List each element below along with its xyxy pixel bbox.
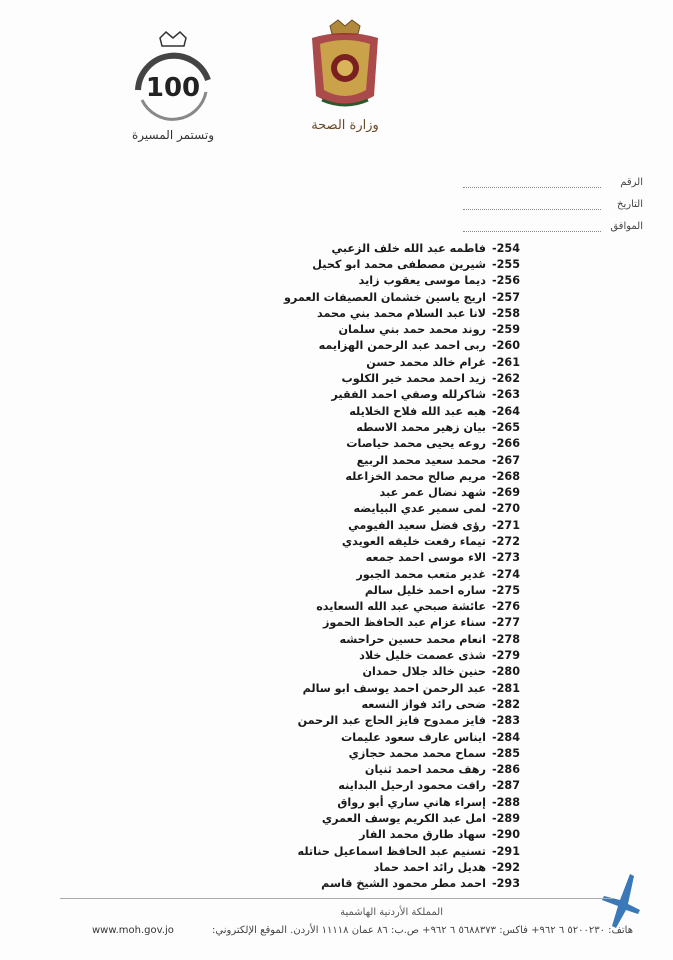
entry-name: انعام محمد حسين حراحشه [339,632,486,646]
field-date [463,188,643,210]
list-item [198,745,528,761]
entry-number: -280 [492,665,520,679]
names-list [198,240,528,892]
entry-name: تسنيم عبد الحافظ اسماعيل حناتله [297,844,486,858]
list-item [198,647,528,663]
entry-name: رؤى فضل سعيد الفيومي [348,518,486,532]
entry-number: -289 [492,812,520,826]
centennial-logo [118,30,228,148]
entry-number: -272 [492,534,520,548]
entry-number: -283 [492,714,520,728]
list-item [198,256,528,272]
list-item [198,338,528,354]
entry-number: -279 [492,649,520,663]
entry-name: غدير متعب محمد الجبور [356,567,486,581]
entry-number: -273 [492,551,520,565]
entry-name: هبه عبد الله فلاح الخلايله [349,404,486,418]
entry-name: عائشة صبحي عبد الله السعايده [316,600,486,614]
entry-name: محمد سعيد محمد الربيع [356,453,486,467]
entry-number: -275 [492,583,520,597]
list-item [198,729,528,745]
entry-name: مريم صالح محمد الخزاعله [345,469,486,483]
list-item [198,696,528,712]
reference-fields [463,166,643,232]
entry-number: -282 [492,697,520,711]
list-item [198,305,528,321]
crown-100-emblem-icon [118,30,228,126]
list-item [198,615,528,631]
list-item [198,387,528,403]
list-item [198,827,528,843]
centennial-caption: وتستمر المسيرة [132,128,214,142]
entry-name: سناء عزام عبد الحافظ الحموز [322,616,486,630]
field-label: الموافق [610,221,643,232]
entry-name: لانا عبد السلام محمد بني محمد [317,306,486,320]
entry-name: بيان زهير محمد الاسطه [356,420,486,434]
ministry-name: وزارة الصحة [311,118,379,133]
list-item [198,484,528,500]
list-item [198,452,528,468]
list-item [198,843,528,859]
list-item [198,664,528,680]
entry-number: -260 [492,339,520,353]
list-item [198,876,528,892]
list-item [198,517,528,533]
footer-contact: هاتف: ٥٢٠٠٢٣٠ ٦ ٩٦٢+ فاكس: ٥٦٨٨٣٧٣ ٦ ٩٦٢+ ص.ب: ٨٦ عمان ١١١١٨ الأردن. الموقع الإلكتروني: [212,925,633,936]
entry-number: -281 [492,681,520,695]
entry-number: -271 [492,518,520,532]
entry-name: سماح محمد محمد حجازي [348,746,486,760]
list-item [198,582,528,598]
list-item [198,859,528,875]
entry-name: ايناس عارف سعود عليمات [341,730,486,744]
entry-number: -292 [492,860,520,874]
footer-kingdom: المملكة الأردنية الهاشمية [340,907,443,918]
list-item [198,419,528,435]
list-item [198,631,528,647]
list-item [198,436,528,452]
entry-name: شذى عصمت خليل خلاد [359,649,486,663]
list-item [198,599,528,615]
list-item [198,501,528,517]
entry-name: سهاد طارق محمد الفار [359,828,486,842]
entry-name: رافت محمود ارحيل البداينه [338,779,486,793]
entry-name: روعه يحيى محمد حياصات [346,437,486,451]
list-item [198,240,528,256]
list-item [198,550,528,566]
entry-number: -274 [492,567,520,581]
entry-number: -268 [492,469,520,483]
entry-number: -286 [492,763,520,777]
entry-name: لمى سمير عدي البيايضه [353,502,486,516]
entry-name: ساره احمد خليل سالم [364,583,486,597]
field-line [463,197,601,210]
list-item [198,403,528,419]
list-item [198,794,528,810]
entry-number: -277 [492,616,520,630]
entry-number: -293 [492,877,520,891]
entry-name: زيد احمد محمد خير الكلوب [341,372,486,386]
entry-number: -278 [492,632,520,646]
list-item [198,533,528,549]
field-corresponding [463,210,643,232]
entry-name: شهد نضال عمر عبد [379,486,486,500]
entry-number: -259 [492,323,520,337]
list-item [198,354,528,370]
list-item [198,321,528,337]
entry-name: عبد الرحمن احمد يوسف ابو سالم [302,681,486,695]
entry-number: -291 [492,844,520,858]
list-item [198,566,528,582]
list-item [198,778,528,794]
entry-number: -254 [492,241,520,255]
ministry-logo [290,16,400,142]
entry-number: -265 [492,420,520,434]
entry-number: -269 [492,486,520,500]
entry-name: شيرين مصطفى محمد ابو كحيل [312,257,486,271]
field-reference-number [463,166,643,188]
centennial-number: 100 [145,73,201,103]
entry-name: فاطمه عبد الله خلف الزعبي [331,241,486,255]
entry-number: -285 [492,746,520,760]
list-item [198,370,528,386]
list-item [198,680,528,696]
list-item [198,468,528,484]
entry-number: -263 [492,388,520,402]
entry-name: روند محمد حمد بني سلمان [338,323,486,337]
entry-name: رهف محمد احمد ثنيان [364,763,486,777]
list-item [198,273,528,289]
entry-name: ربى احمد عبد الرحمن الهزايمه [318,339,486,353]
entry-number: -255 [492,257,520,271]
entry-name: ضحى رائد فواز النسعه [361,697,486,711]
footer-website-link[interactable]: www.moh.gov.jo [92,925,174,936]
entry-name: إسراء هاني ساري أبو رواق [337,795,486,809]
list-item [198,810,528,826]
entry-name: غرام خالد محمد حسن [366,355,486,369]
entry-number: -266 [492,437,520,451]
entry-number: -290 [492,828,520,842]
entry-number: -284 [492,730,520,744]
entry-name: فايز ممدوح فايز الحاج عبد الرحمن [297,714,486,728]
entry-name: هديل رائد احمد حماد [373,860,486,874]
entry-number: -267 [492,453,520,467]
footer-divider [60,898,613,899]
entry-name: اريج ياسين خشمان العصيفات العمرو [283,290,486,304]
entry-name: احمد مطر محمود الشيخ قاسم [321,877,486,891]
entry-number: -261 [492,355,520,369]
entry-name: ديما موسى يعقوب زايد [358,274,486,288]
entry-number: -288 [492,795,520,809]
entry-number: -287 [492,779,520,793]
entry-name: تيماء رفعت خليفه العويدي [341,534,486,548]
entry-number: -258 [492,306,520,320]
coat-of-arms-icon [300,16,390,116]
entry-name: حنين خالد جلال حمدان [362,665,486,679]
field-line [463,219,601,232]
field-line [463,175,601,188]
entry-number: -256 [492,274,520,288]
entry-number: -270 [492,502,520,516]
entry-name: الاء موسى احمد جمعه [365,551,486,565]
list-item [198,762,528,778]
field-label: التاريخ [617,199,643,210]
entry-name: امل عبد الكريم يوسف العمري [321,812,486,826]
list-item [198,289,528,305]
field-label: الرقم [620,177,643,188]
entry-number: -264 [492,404,520,418]
list-item [198,713,528,729]
entry-number: -257 [492,290,520,304]
entry-name: شاكرلله وصفي احمد الفقير [331,388,486,402]
entry-number: -262 [492,372,520,386]
entry-number: -276 [492,600,520,614]
